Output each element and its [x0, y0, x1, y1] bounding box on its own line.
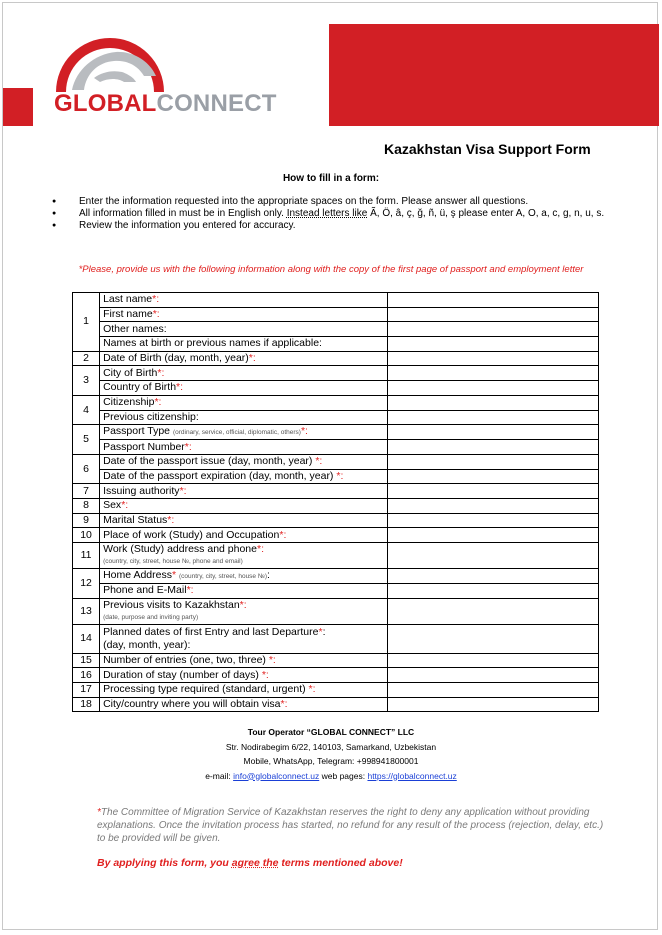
- company-contacts: e-mail: info@globalconnect.uz web pages: https://globalconnect.uz: [205, 770, 457, 781]
- row-number: 15: [73, 653, 100, 668]
- table-row: [73, 598, 599, 624]
- field-label: Date of the passport issue (day, month, year) *:: [100, 454, 388, 469]
- company-phone: Mobile, WhatsApp, Telegram: +998941800001: [243, 756, 419, 766]
- field-label: Date of Birth (day, month, year)*:: [100, 351, 388, 366]
- table-row: [73, 469, 599, 484]
- field-label: Sex*:: [100, 498, 388, 513]
- table-row: [73, 410, 599, 425]
- row-number: 3: [73, 366, 100, 395]
- row-number: 18: [73, 697, 100, 712]
- passport-issue-date-field[interactable]: [388, 454, 599, 469]
- row-number: 9: [73, 513, 100, 528]
- row-number: 12: [73, 569, 100, 599]
- table-row: [73, 425, 599, 440]
- citizenship-field[interactable]: [388, 395, 599, 410]
- birth-names-field[interactable]: [388, 337, 599, 352]
- field-label: City of Birth*:: [100, 366, 388, 381]
- field-label: Processing type required (standard, urgent) *:: [100, 683, 388, 698]
- table-row: [73, 440, 599, 455]
- field-label: Passport Type (ordinary, service, official, diplomatic, others)*:: [100, 425, 388, 440]
- field-label: Phone and E-Mail*:: [100, 584, 388, 599]
- field-label: Issuing authority*:: [100, 484, 388, 499]
- row-number: 8: [73, 498, 100, 513]
- passport-expiry-date-field[interactable]: [388, 469, 599, 484]
- row-number: 6: [73, 454, 100, 483]
- row-number: 7: [73, 484, 100, 499]
- visa-city-field[interactable]: [388, 697, 599, 712]
- table-row: [73, 513, 599, 528]
- row-number: 16: [73, 668, 100, 683]
- table-row: [73, 584, 599, 599]
- header-red-block-left: [3, 88, 33, 126]
- table-row: [73, 624, 599, 653]
- logo-wordmark: GLOBALCONNECT: [54, 90, 277, 117]
- field-label: Planned dates of first Entry and last Departure*: (day, month, year):: [100, 624, 388, 653]
- row-number: 13: [73, 598, 100, 624]
- table-row: [73, 293, 599, 308]
- table-row: [73, 484, 599, 499]
- website-link[interactable]: https://globalconnect.uz: [367, 770, 457, 781]
- instruction-item: ● All information filled in must be in English only. Instead letters like Ã, Ö, â, ç, ğ, ñ, ü, ş please enter A, O, a, c, g, n, u, s.: [52, 208, 632, 220]
- table-row: [73, 337, 599, 352]
- table-row: [73, 569, 599, 584]
- field-label: Last name*:: [100, 293, 388, 308]
- notice-text: *Please, provide us with the following information along with the copy of the first page of passport and employment letter: [78, 264, 584, 275]
- duration-of-stay-field[interactable]: [388, 668, 599, 683]
- marital-status-field[interactable]: [388, 513, 599, 528]
- instruction-item: ● Enter the information requested into the appropriate spaces on the form. Please answer all questions.: [52, 196, 632, 208]
- phone-email-field[interactable]: [388, 584, 599, 599]
- table-row: [73, 395, 599, 410]
- company-footer: [0, 725, 662, 783]
- field-label: Date of the passport expiration (day, month, year) *:: [100, 469, 388, 484]
- table-row: [73, 366, 599, 381]
- globe-icon: [50, 32, 170, 94]
- row-number: 11: [73, 543, 100, 569]
- table-row: [73, 381, 599, 396]
- field-label: Duration of stay (number of days) *:: [100, 668, 388, 683]
- city-of-birth-field[interactable]: [388, 366, 599, 381]
- row-number: 17: [73, 683, 100, 698]
- field-label: Previous visits to Kazakhstan*: (date, purpose and inviting party): [100, 598, 388, 624]
- company-name: Tour Operator “GLOBAL CONNECT” LLC: [247, 727, 415, 737]
- how-to-heading: How to fill in a form:: [282, 173, 380, 184]
- home-address-field[interactable]: [388, 569, 599, 584]
- table-row: [73, 668, 599, 683]
- field-label: Place of work (Study) and Occupation*:: [100, 528, 388, 543]
- instruction-item: ● Review the information you entered for accuracy.: [52, 220, 632, 232]
- table-row: [73, 653, 599, 668]
- first-name-field[interactable]: [388, 307, 599, 322]
- table-row: [73, 351, 599, 366]
- processing-type-field[interactable]: [388, 683, 599, 698]
- field-label: Other names:: [100, 322, 388, 337]
- instruction-list: [52, 196, 632, 232]
- table-row: [73, 454, 599, 469]
- table-row: [73, 543, 599, 569]
- disclaimer-text: *The Committee of Migration Service of Kazakhstan reserves the right to deny any application without providing explanations. Once the invitation process has started, no refund for any result of the process (rejection, delay, etc.) to be provided will be given.: [97, 807, 604, 844]
- work-place-field[interactable]: [388, 528, 599, 543]
- email-link[interactable]: info@globalconnect.uz: [233, 770, 320, 781]
- field-label: Work (Study) address and phone*: (country, city, street, house №, phone and email): [100, 543, 388, 569]
- row-number: 10: [73, 528, 100, 543]
- row-number: 2: [73, 351, 100, 366]
- planned-dates-field[interactable]: [388, 624, 599, 653]
- field-label: City/country where you will obtain visa*:: [100, 697, 388, 712]
- table-row: [73, 322, 599, 337]
- row-number: 4: [73, 395, 100, 424]
- field-label: Country of Birth*:: [100, 381, 388, 396]
- company-address: Str. Nodirabegim 6/22, 140103, Samarkand, Uzbekistan: [225, 741, 437, 752]
- header-red-block-right: [329, 24, 659, 126]
- work-address-field[interactable]: [388, 543, 599, 569]
- country-of-birth-field[interactable]: [388, 381, 599, 396]
- table-row: [73, 307, 599, 322]
- table-row: [73, 498, 599, 513]
- form-title: Kazakhstan Visa Support Form: [384, 141, 591, 157]
- row-number: 5: [73, 425, 100, 455]
- table-row: [73, 697, 599, 712]
- passport-number-field[interactable]: [388, 440, 599, 455]
- field-label: Citizenship*:: [100, 395, 388, 410]
- previous-visits-field[interactable]: [388, 598, 599, 624]
- field-label: Home Address* (country, city, street, house №):: [100, 569, 388, 584]
- field-label: Number of entries (one, two, three) *:: [100, 653, 388, 668]
- field-label: Previous citizenship:: [100, 410, 388, 425]
- previous-citizenship-field[interactable]: [388, 410, 599, 425]
- row-number: 14: [73, 624, 100, 653]
- passport-type-field[interactable]: [388, 425, 599, 440]
- global-connect-logo: [50, 32, 310, 122]
- number-of-entries-field[interactable]: [388, 653, 599, 668]
- sex-field[interactable]: [388, 498, 599, 513]
- table-row: [73, 683, 599, 698]
- agreement-text: By applying this form, you agree the terms mentioned above!: [97, 857, 403, 869]
- table-row: [73, 528, 599, 543]
- issuing-authority-field[interactable]: [388, 484, 599, 499]
- last-name-field[interactable]: [388, 293, 599, 308]
- field-label: Marital Status*:: [100, 513, 388, 528]
- visa-form-table: [72, 292, 599, 712]
- other-names-field[interactable]: [388, 322, 599, 337]
- field-label: Names at birth or previous names if applicable:: [100, 337, 388, 352]
- date-of-birth-field[interactable]: [388, 351, 599, 366]
- row-number: 1: [73, 293, 100, 352]
- field-label: Passport Number*:: [100, 440, 388, 455]
- field-label: First name*:: [100, 307, 388, 322]
